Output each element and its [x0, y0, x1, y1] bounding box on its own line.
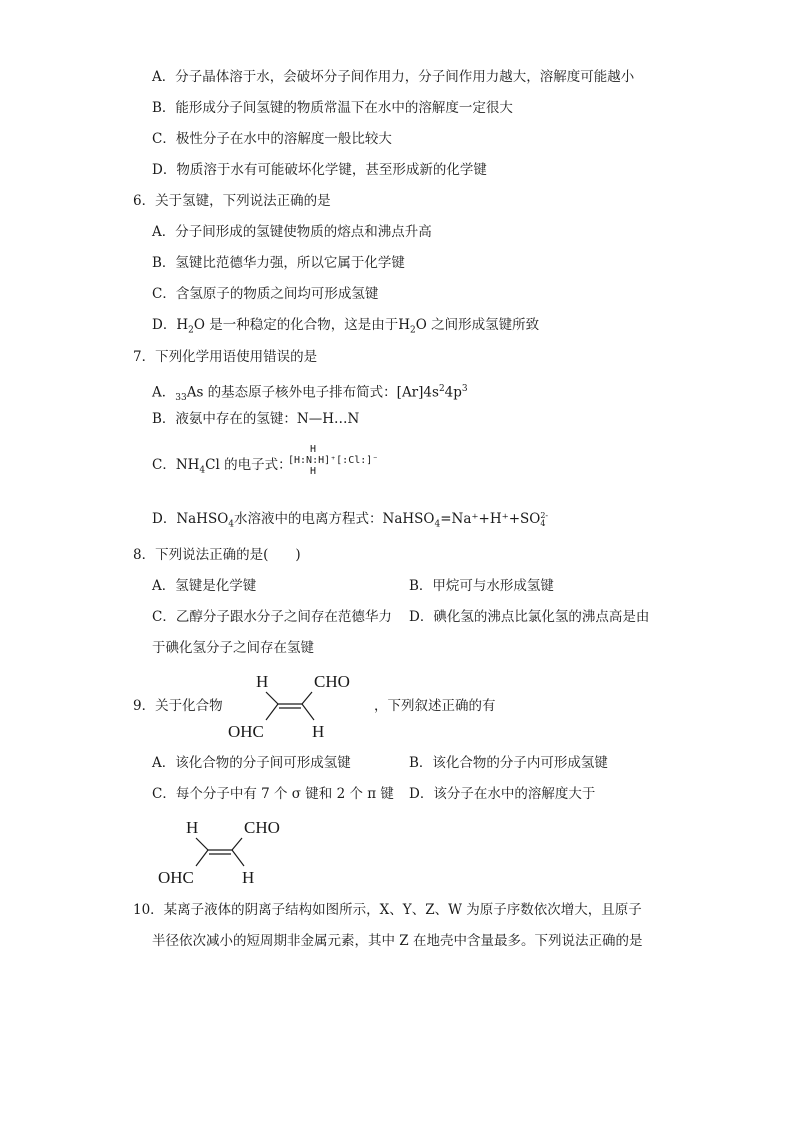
q9-option-b: B．该化合物的分子内可形成氢键 [409, 755, 608, 771]
q7-stem: 7．下列化学用语使用错误的是 [133, 349, 318, 365]
q10-stem-line1: 10．某离子液体的阴离子结构如图所示，X、Y、Z、W 为原子序数依次增大，且原子 [133, 902, 642, 918]
q8-option-a: A．氢键是化学键 [152, 578, 257, 594]
mol-ohc: OHC [228, 722, 264, 741]
q6-option-d: D．$H_2O$ 是一种稳定的化合物，这是由于$H_2O$ 之间形成氢键所致 [152, 317, 540, 336]
mol-h-bottom: H [312, 722, 325, 741]
mol2-cho: CHO [244, 818, 280, 837]
mol-cho: CHO [314, 672, 350, 691]
nh4cl-electron-formula: H [H:N:H]⁺[:Cl:]⁻ H [288, 444, 379, 477]
q8-stem: 8．下列说法正确的是( ) [133, 547, 301, 563]
q10-stem-line2: 半径依次减小的短周期非金属元素，其中 Z 在地壳中含量最多。下列说法正确的是 [152, 933, 643, 949]
q9-option-a: A．该化合物的分子间可形成氢键 [152, 755, 351, 771]
q9-option-c: C．每个分子中有 7 个 σ 键和 2 个 π 键 [152, 786, 394, 802]
q6-option-c: C．含氢原子的物质之间均可形成氢键 [152, 286, 379, 302]
q6-stem: 6．关于氢键，下列说法正确的是 [133, 193, 331, 209]
mol-h-top: H [256, 672, 269, 691]
q5-option-a: A．分子晶体溶于水，会破坏分子间作用力，分子间作用力越大，溶解度可能越小 [152, 69, 635, 85]
q7-option-b: B．液氨中存在的氢键：N—H…N [152, 411, 360, 427]
mol2-h-top: H [186, 818, 199, 837]
q7-option-c: C．$NH_4Cl$ 的电子式： [152, 457, 292, 476]
q8-option-c: C．乙醇分子跟水分子之间存在范德华力 [152, 609, 392, 625]
q5-option-c: C．极性分子在水中的溶解度一般比较大 [152, 131, 392, 147]
q9-option-d: D．该分子在水中的溶解度大于 [409, 786, 596, 802]
maleic-dialdehyde-structure-2 [152, 814, 302, 890]
maleic-dialdehyde-structure [222, 668, 372, 744]
q5-option-b: B．能形成分子间氢键的物质常温下在水中的溶解度一定很大 [152, 100, 513, 116]
q6-option-b: B．氢键比范德华力强，所以它属于化学键 [152, 255, 405, 271]
mol2-h-bottom: H [242, 868, 255, 887]
q5-option-d: D．物质溶于水有可能破坏化学键，甚至形成新的化学键 [152, 162, 487, 178]
q8-option-d: D．碘化氢的沸点比氯化氢的沸点高是由 [409, 609, 650, 625]
q7-option-d: D．NaHSO$_4$水溶液中的电离方程式：NaHSO$_4$=Na⁺+H⁺+SO 2- 4 [152, 510, 549, 530]
q8-option-b: B．甲烷可与水形成氢键 [409, 578, 554, 594]
q8-option-d-continued: 于碘化氢分子之间存在氢键 [152, 640, 314, 656]
q6-option-a: A．分子间形成的氢键使物质的熔点和沸点升高 [152, 224, 432, 240]
q7-option-a: A．$_{33}$As 的基态原子核外电子排布简式：$[Ar]4s^24p^3$ [152, 384, 468, 404]
sulfate-charge: 2- 4 [540, 510, 549, 528]
mol2-ohc: OHC [158, 868, 194, 887]
q9-stem-continued: ，下列叙述正确的有 [374, 698, 496, 714]
q9-stem: 9．关于化合物 [133, 698, 223, 714]
